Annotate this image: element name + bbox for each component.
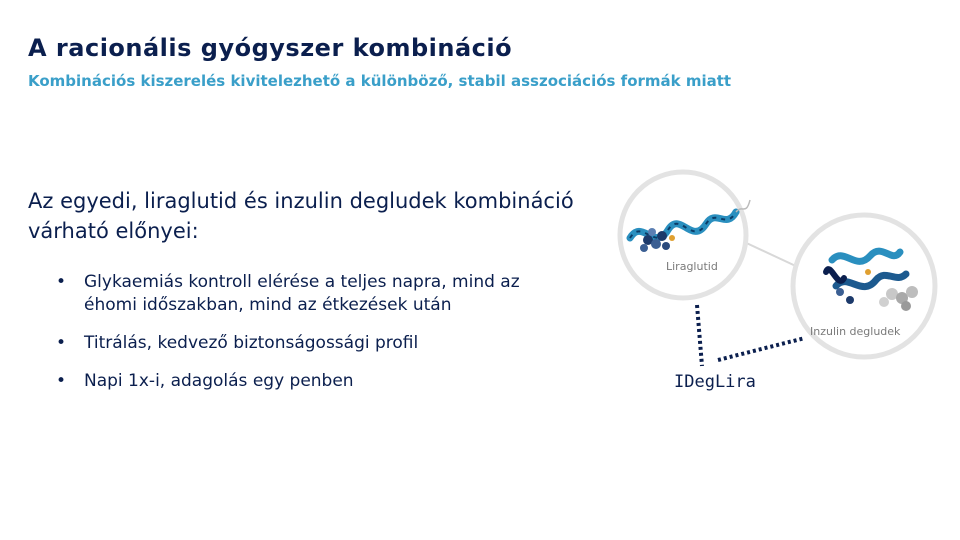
combination-label: IDegLira [674,372,756,392]
page-title: A racionális gyógyszer kombináció [28,34,513,62]
liraglutide-circle [620,172,746,298]
dotted-link [718,338,805,360]
benefits-list [56,271,576,408]
dotted-link [697,305,702,366]
page-subtitle: Kombinációs kiszerelés kivitelezhető a különböző, stabil asszociációs formák miatt [28,72,732,90]
list-item: • Glykaemiás kontroll elérése a teljes napra, mind az éhomi időszakban, mind az étkezések után [56,271,576,317]
insulin-degludec-label: Inzulin degludek [810,325,901,338]
list-item: • Napi 1x-i, adagolás egy penben [56,370,576,393]
list-item: • Titrálás, kedvező biztonságossági profil [56,332,576,355]
combination-diagram [600,160,960,420]
intro-text: Az egyedi, liraglutid és inzulin degludek kombináció várható előnyei: [28,189,574,243]
liraglutide-label: Liraglutid [666,260,718,273]
